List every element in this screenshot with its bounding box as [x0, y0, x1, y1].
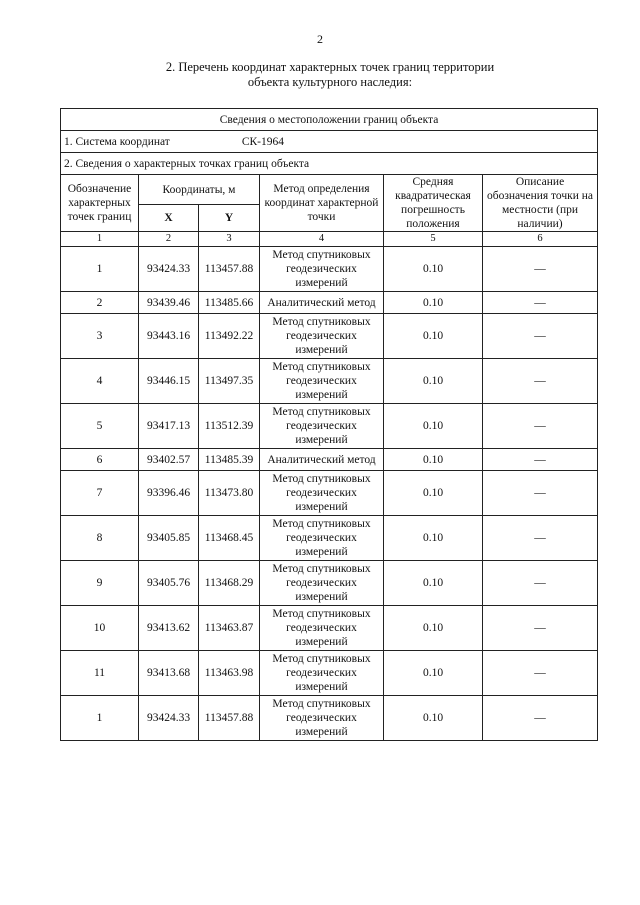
table-row — [61, 561, 598, 606]
point-cell: 4 — [61, 359, 139, 404]
coordinate-system-label: 1. Система координат — [64, 135, 170, 148]
point-cell: 1 — [61, 696, 139, 741]
description-cell: — — [483, 247, 598, 292]
page-number: 2 — [317, 32, 323, 46]
x-cell: 93446.15 — [139, 359, 199, 404]
y-cell: 113512.39 — [199, 404, 260, 449]
description-cell: — — [483, 516, 598, 561]
y-cell: 113457.88 — [199, 696, 260, 741]
table-row — [61, 651, 598, 696]
error-cell: 0.10 — [384, 359, 483, 404]
header-x: X — [139, 205, 199, 232]
table-title: Сведения о местоположении границ объекта — [61, 109, 598, 131]
y-cell: 113485.39 — [199, 449, 260, 471]
column-number: 3 — [199, 232, 260, 247]
table-row — [61, 247, 598, 292]
y-cell: 113457.88 — [199, 247, 260, 292]
header-coords: Координаты, м — [139, 175, 260, 205]
y-cell: 113492.22 — [199, 314, 260, 359]
heading-line-2: объекта культурного наследия: — [247, 75, 413, 89]
point-cell: 10 — [61, 606, 139, 651]
table-row — [61, 449, 598, 471]
error-cell: 0.10 — [384, 651, 483, 696]
x-cell: 93417.13 — [139, 404, 199, 449]
method-cell: Метод спутниковых геодезических измерений — [260, 561, 384, 606]
coordinate-system-cell — [61, 131, 598, 153]
y-cell: 113463.87 — [199, 606, 260, 651]
description-cell: — — [483, 292, 598, 314]
header-description: Описание обозначения точки на местности (при наличии) — [483, 175, 598, 232]
column-number: 6 — [483, 232, 598, 247]
x-cell: 93413.62 — [139, 606, 199, 651]
header-error: Средняя квадратическая погрешность положения — [384, 175, 483, 232]
coordinate-system-row — [61, 131, 598, 153]
document-heading — [120, 60, 540, 90]
method-cell: Метод спутниковых геодезических измерений — [260, 471, 384, 516]
column-number: 4 — [260, 232, 384, 247]
y-cell: 113497.35 — [199, 359, 260, 404]
table-row — [61, 606, 598, 651]
x-cell: 93439.46 — [139, 292, 199, 314]
error-cell: 0.10 — [384, 292, 483, 314]
error-cell: 0.10 — [384, 404, 483, 449]
header-point: Обозначение характерных точек границ — [61, 175, 139, 232]
table-row — [61, 404, 598, 449]
error-cell: 0.10 — [384, 471, 483, 516]
table-title-row — [61, 109, 598, 131]
method-cell: Метод спутниковых геодезических измерений — [260, 247, 384, 292]
error-cell: 0.10 — [384, 449, 483, 471]
method-cell: Метод спутниковых геодезических измерений — [260, 404, 384, 449]
description-cell: — — [483, 561, 598, 606]
header-y: Y — [199, 205, 260, 232]
x-cell: 93405.85 — [139, 516, 199, 561]
method-cell: Аналитический метод — [260, 292, 384, 314]
point-cell: 1 — [61, 247, 139, 292]
column-numbers-row — [61, 232, 598, 247]
method-cell: Аналитический метод — [260, 449, 384, 471]
header-row-1 — [61, 175, 598, 205]
method-cell: Метод спутниковых геодезических измерений — [260, 651, 384, 696]
description-cell: — — [483, 359, 598, 404]
point-cell: 5 — [61, 404, 139, 449]
point-cell: 11 — [61, 651, 139, 696]
table-body — [61, 109, 598, 741]
description-cell: — — [483, 651, 598, 696]
column-number: 5 — [384, 232, 483, 247]
column-number: 2 — [139, 232, 199, 247]
table-row — [61, 471, 598, 516]
point-cell: 2 — [61, 292, 139, 314]
error-cell: 0.10 — [384, 314, 483, 359]
description-cell: — — [483, 314, 598, 359]
description-cell: — — [483, 404, 598, 449]
error-cell: 0.10 — [384, 561, 483, 606]
method-cell: Метод спутниковых геодезических измерений — [260, 696, 384, 741]
section-label: 2. Сведения о характерных точках границ объекта — [61, 153, 598, 175]
method-cell: Метод спутниковых геодезических измерений — [260, 359, 384, 404]
error-cell: 0.10 — [384, 516, 483, 561]
y-cell: 113485.66 — [199, 292, 260, 314]
header-method: Метод определения координат характерной точки — [260, 175, 384, 232]
table-row — [61, 516, 598, 561]
heading-line-1: 2. Перечень координат характерных точек границ территории — [165, 60, 495, 74]
method-cell: Метод спутниковых геодезических измерений — [260, 314, 384, 359]
x-cell: 93405.76 — [139, 561, 199, 606]
section-row — [61, 153, 598, 175]
table-row — [61, 359, 598, 404]
x-cell: 93424.33 — [139, 696, 199, 741]
description-cell: — — [483, 471, 598, 516]
description-cell: — — [483, 449, 598, 471]
method-cell: Метод спутниковых геодезических измерений — [260, 606, 384, 651]
point-cell: 3 — [61, 314, 139, 359]
coordinates-table — [60, 108, 598, 741]
point-cell: 8 — [61, 516, 139, 561]
x-cell: 93443.16 — [139, 314, 199, 359]
y-cell: 113468.29 — [199, 561, 260, 606]
y-cell: 113463.98 — [199, 651, 260, 696]
description-cell: — — [483, 606, 598, 651]
y-cell: 113468.45 — [199, 516, 260, 561]
method-cell: Метод спутниковых геодезических измерений — [260, 516, 384, 561]
table-row — [61, 696, 598, 741]
x-cell: 93424.33 — [139, 247, 199, 292]
x-cell: 93396.46 — [139, 471, 199, 516]
point-cell: 6 — [61, 449, 139, 471]
table-row — [61, 292, 598, 314]
point-cell: 7 — [61, 471, 139, 516]
x-cell: 93402.57 — [139, 449, 199, 471]
x-cell: 93413.68 — [139, 651, 199, 696]
table-row — [61, 314, 598, 359]
y-cell: 113473.80 — [199, 471, 260, 516]
column-number: 1 — [61, 232, 139, 247]
error-cell: 0.10 — [384, 247, 483, 292]
error-cell: 0.10 — [384, 696, 483, 741]
error-cell: 0.10 — [384, 606, 483, 651]
description-cell: — — [483, 696, 598, 741]
coordinate-system-value: СК-1964 — [241, 135, 285, 148]
point-cell: 9 — [61, 561, 139, 606]
